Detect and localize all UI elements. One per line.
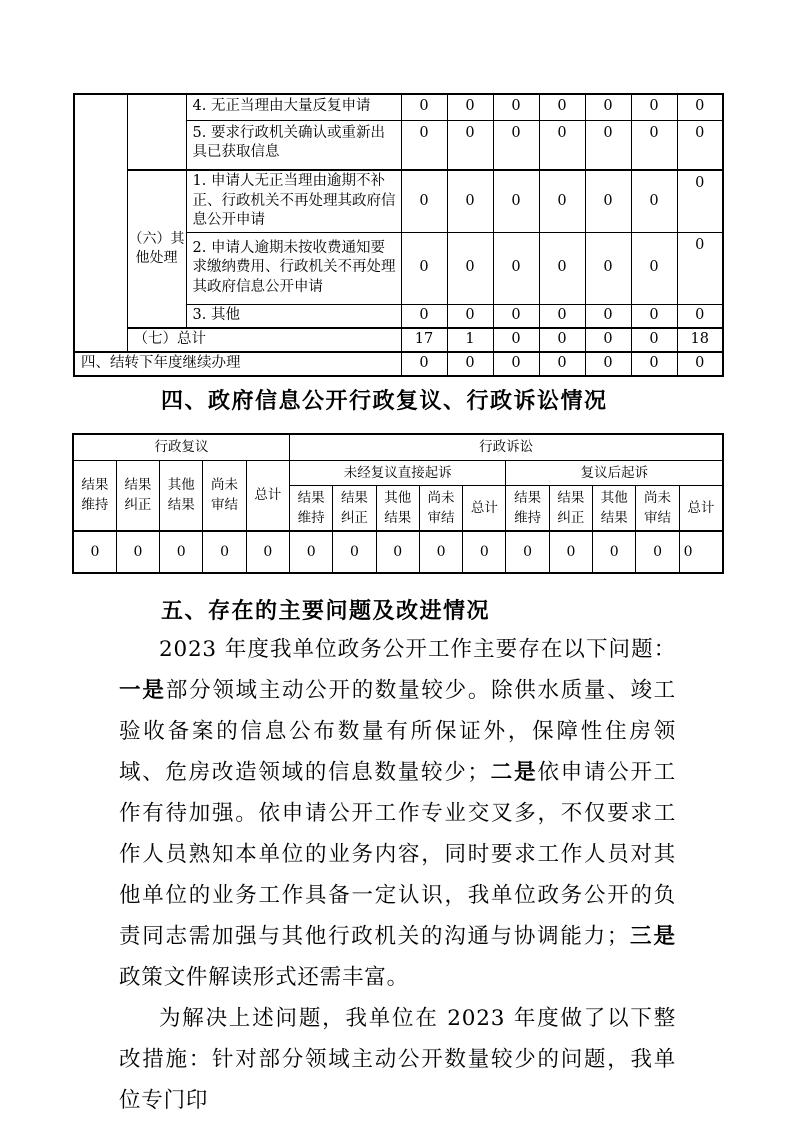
value-cell: 0 xyxy=(493,170,539,232)
value-cell: 0 xyxy=(677,94,723,120)
value-cell: 0 xyxy=(631,94,677,120)
reconsideration-litigation-table xyxy=(72,433,724,574)
subgroup-header: 未经复议直接起诉 xyxy=(290,460,506,485)
value-cell: 0 xyxy=(631,352,677,376)
column-header: 其他结果 xyxy=(376,485,419,531)
value-cell: 0 xyxy=(447,352,493,376)
emphasis-first: 一是 xyxy=(119,678,166,703)
value-cell: 0 xyxy=(539,120,585,170)
value-cell: 0 xyxy=(493,328,539,352)
value-cell: 0 xyxy=(585,352,631,376)
continued-subcategory-cell xyxy=(127,94,186,170)
value-cell: 0 xyxy=(493,94,539,120)
value-cell: 0 xyxy=(677,170,723,232)
value-cell: 0 xyxy=(585,304,631,328)
value-cell: 0 xyxy=(539,232,585,304)
table-row xyxy=(74,170,723,232)
continued-category-cell xyxy=(74,94,127,352)
row-label: 3. 其他 xyxy=(186,304,401,328)
value-cell: 0 xyxy=(677,304,723,328)
value-cell: 0 xyxy=(160,531,203,573)
value-cell: 0 xyxy=(401,352,447,376)
table-row-total xyxy=(74,328,723,352)
text-segment: 2023 年度我单位政务公开工作主要存在以下问题： xyxy=(159,637,676,662)
category-label: （六）其他处理 xyxy=(127,170,186,328)
column-header: 结果维持 xyxy=(73,460,116,531)
column-header: 其他结果 xyxy=(160,460,203,531)
body-text xyxy=(119,629,676,1121)
value-cell: 18 xyxy=(677,328,723,352)
value-cell: 0 xyxy=(401,232,447,304)
value-cell: 0 xyxy=(493,232,539,304)
carryover-row-label: 四、结转下年度继续办理 xyxy=(74,352,401,376)
value-cell: 0 xyxy=(679,531,723,573)
value-cell: 0 xyxy=(447,304,493,328)
table-header-row xyxy=(73,460,723,485)
column-header: 结果维持 xyxy=(506,485,549,531)
value-cell: 0 xyxy=(73,531,116,573)
value-cell: 0 xyxy=(447,232,493,304)
column-header: 结果纠正 xyxy=(333,485,376,531)
value-cell: 0 xyxy=(677,352,723,376)
column-header: 结果维持 xyxy=(290,485,333,531)
group-header: 行政复议 xyxy=(73,434,290,460)
value-cell: 0 xyxy=(493,352,539,376)
column-header: 总计 xyxy=(679,485,723,531)
value-cell: 0 xyxy=(401,120,447,170)
group-header: 行政诉讼 xyxy=(290,434,724,460)
value-cell: 0 xyxy=(585,120,631,170)
paragraph-problems xyxy=(119,629,676,998)
value-cell: 0 xyxy=(333,531,376,573)
value-cell: 0 xyxy=(631,304,677,328)
column-header: 结果纠正 xyxy=(116,460,159,531)
value-cell: 0 xyxy=(677,232,723,304)
value-cell: 0 xyxy=(401,304,447,328)
value-cell: 0 xyxy=(631,232,677,304)
value-cell: 0 xyxy=(539,170,585,232)
text-segment: 为解决上述问题，我单位在 2023 年度做了以下整改措施：针对部分领域主动公开数量较少的问题，我单位专门印 xyxy=(119,1006,676,1113)
value-cell: 0 xyxy=(447,170,493,232)
value-cell: 0 xyxy=(539,352,585,376)
value-cell: 0 xyxy=(493,120,539,170)
emphasis-third: 三是 xyxy=(629,924,676,949)
subgroup-header: 复议后起诉 xyxy=(506,460,723,485)
value-cell: 0 xyxy=(447,94,493,120)
column-header: 尚未审结 xyxy=(203,460,246,531)
value-cell: 0 xyxy=(447,120,493,170)
value-cell: 0 xyxy=(401,94,447,120)
value-cell: 0 xyxy=(593,531,636,573)
value-cell: 0 xyxy=(631,120,677,170)
value-cell: 0 xyxy=(539,94,585,120)
column-header: 尚未审结 xyxy=(419,485,462,531)
column-header: 尚未审结 xyxy=(636,485,679,531)
total-row-label: （七）总计 xyxy=(127,328,401,352)
value-cell: 0 xyxy=(401,170,447,232)
application-results-table xyxy=(73,93,724,377)
row-label: 4. 无正当理由大量反复申请 xyxy=(186,94,401,120)
value-cell: 0 xyxy=(203,531,246,573)
value-cell: 0 xyxy=(116,531,159,573)
value-cell: 0 xyxy=(290,531,333,573)
value-cell: 0 xyxy=(493,304,539,328)
value-cell: 0 xyxy=(631,170,677,232)
value-cell: 0 xyxy=(549,531,592,573)
value-cell: 0 xyxy=(585,170,631,232)
row-label: 1. 申请人无正当理由逾期不补正、行政机关不再处理其政府信息公开申请 xyxy=(186,170,401,232)
value-cell: 0 xyxy=(246,531,289,573)
table-header-row xyxy=(73,434,723,460)
table-data-row xyxy=(73,531,723,573)
column-header: 结果纠正 xyxy=(549,485,592,531)
value-cell: 17 xyxy=(401,328,447,352)
value-cell: 0 xyxy=(419,531,462,573)
text-segment: 依申请公开工作有待加强。依申请公开工作专业交叉多，不仅要求工作人员熟知本单位的业务内容，同时要求工作人员对其他单位的业务工作具备一定认识，我单位政务公开的负责同志需加强与其他行政机关的沟通与协调能力； xyxy=(119,760,676,949)
row-label: 5. 要求行政机关确认或重新出具已获取信息 xyxy=(186,120,401,170)
value-cell: 0 xyxy=(585,232,631,304)
section-four-heading: 四、政府信息公开行政复议、行政诉讼情况 xyxy=(161,389,608,414)
value-cell: 0 xyxy=(539,328,585,352)
paragraph-improvements xyxy=(119,998,676,1121)
text-segment: 部分领域主动公开的数量较少。除供水质量、竣工验收备案的信息公布数量有所保证外，保障性住房领域、危房改造领域的信息数量较少； xyxy=(119,678,676,785)
emphasis-second: 二是 xyxy=(489,760,538,785)
column-header: 总计 xyxy=(246,460,289,531)
value-cell: 0 xyxy=(631,328,677,352)
value-cell: 0 xyxy=(376,531,419,573)
value-cell: 0 xyxy=(585,328,631,352)
value-cell: 0 xyxy=(463,531,506,573)
value-cell: 0 xyxy=(539,304,585,328)
value-cell: 0 xyxy=(636,531,679,573)
value-cell: 1 xyxy=(447,328,493,352)
section-five-heading: 五、存在的主要问题及改进情况 xyxy=(161,599,491,624)
row-label: 2. 申请人逾期未按收费通知要求缴纳费用、行政机关不再处理其政府信息公开申请 xyxy=(186,232,401,304)
value-cell: 0 xyxy=(506,531,549,573)
column-header: 其他结果 xyxy=(593,485,636,531)
table-row xyxy=(74,94,723,120)
value-cell: 0 xyxy=(677,120,723,170)
value-cell: 0 xyxy=(585,94,631,120)
text-segment: 政策文件解读形式还需丰富。 xyxy=(119,965,409,990)
column-header: 总计 xyxy=(463,485,506,531)
table-row-carryover xyxy=(74,352,723,376)
